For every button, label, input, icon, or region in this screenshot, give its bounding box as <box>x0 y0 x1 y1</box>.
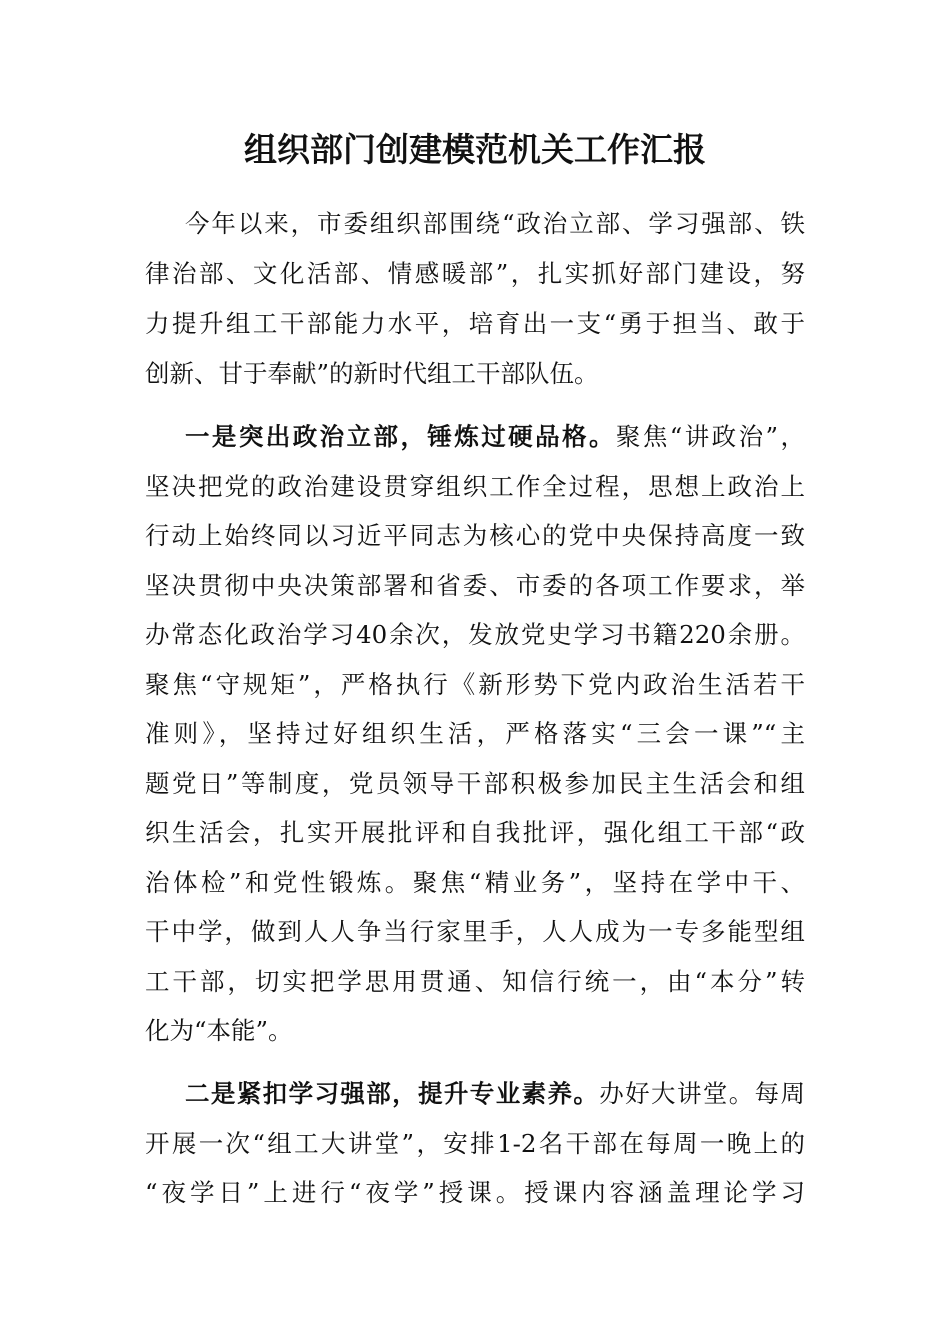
section1-line-5: 聚焦“守规矩”，严格执行《新形势下党内政治生活若干 <box>145 670 805 699</box>
section1-line-3: 坚决贯彻中央决策部署和省委、市委的各项工作要求，举 <box>145 571 805 600</box>
section1-line-4: 办常态化政治学习40余次，发放党史学习书籍220余册。 <box>145 620 805 649</box>
section1-line-2: 行动上始终同以习近平同志为核心的党中央保持高度一致 <box>145 521 805 550</box>
section1-line-6: 准则》，坚持过好组织生活，严格落实“三会一课”“主 <box>145 719 805 748</box>
section1-line-10: 干中学，做到人人争当行家里手，人人成为一专多能型组 <box>145 917 805 946</box>
section1-line-8: 织生活会，扎实开展批评和自我批评，强化组工干部“政 <box>145 818 805 847</box>
section1-first-line <box>185 417 805 457</box>
section1-line-11: 工干部，切实把学思用贯通、知信行统一，由“本分”转 <box>145 967 805 996</box>
section1-line-1: 坚决把党的政治建设贯穿组织工作全过程，思想上政治上 <box>145 472 805 501</box>
section2-first-line-rest: 办好大讲堂。每周 <box>599 1079 806 1108</box>
intro-line-1: 今年以来，市委组织部围绕“政治立部、学习强部、铁 <box>185 209 805 238</box>
section1-line-9: 治体检”和党性锻炼。聚焦“精业务”，坚持在学中干、 <box>145 868 805 897</box>
section2-first-line <box>185 1074 805 1114</box>
intro-line-4: 创新、甘于奉献”的新时代组工干部队伍。 <box>145 359 599 388</box>
document-title: 组织部门创建模范机关工作汇报 <box>244 130 706 169</box>
section2-line-2: “夜学日”上进行“夜学”授课。授课内容涵盖理论学习 <box>145 1178 805 1207</box>
section1-first-line-rest: 聚焦“讲政治”， <box>615 422 805 451</box>
section2-line-1: 开展一次“组工大讲堂”，安排1-2名干部在每周一晚上的 <box>145 1129 805 1158</box>
section2-heading: 二是紧扣学习强部，提升专业素养。 <box>185 1079 600 1108</box>
intro-line-2: 律治部、文化活部、情感暖部”，扎实抓好部门建设，努 <box>145 259 805 288</box>
intro-line-3: 力提升组工干部能力水平，培育出一支“勇于担当、敢于 <box>145 309 805 338</box>
section1-heading: 一是突出政治立部，锤炼过硬品格。 <box>185 422 616 451</box>
section1-line-7: 题党日”等制度，党员领导干部积极参加民主生活会和组 <box>145 769 805 798</box>
section1-line-12: 化为“本能”。 <box>145 1016 293 1045</box>
